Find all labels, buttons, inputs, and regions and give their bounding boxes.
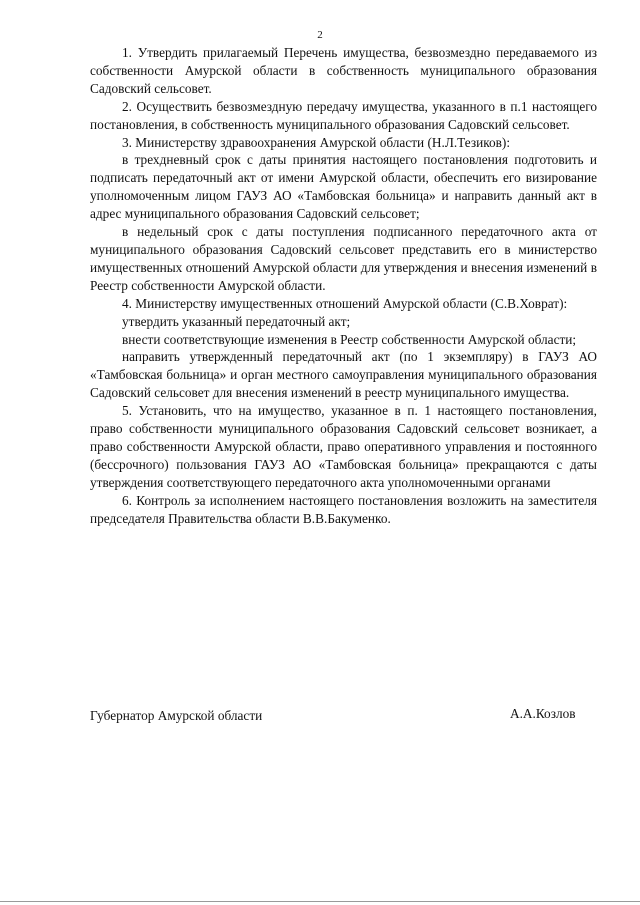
paragraph-4-item-3: направить утвержденный передаточный акт (по 1 экземпляру) в ГАУЗ АО «Тамбовская больница» и орган местного самоуправления муниципального образования Садовский сельсовет для внесения изменений в реестр муниципального имущества.: [90, 349, 597, 401]
paragraph-3: 3. Министерству здравоохранения Амурской области (Н.Л.Тезиков):: [122, 134, 511, 150]
signatory-name: А.А.Козлов: [510, 706, 576, 721]
paragraph-5: 5. Установить, что на имущество, указанное в п. 1 настоящего постановления, право собственности муниципального образования Садовский сельсовет возникает, а право собственности Амурской области, право оперативного управления и постоянного (бессрочного) пользования ГАУЗ АО «Тамбовская больница» прекращаются с даты утверждения соответствующего передаточного акта уполномоченными органами: [90, 403, 597, 490]
paragraph-3-item-2: в недельный срок с даты поступления подписанного передаточного акта от муниципального образования Садовский сельсовет представить его в министерство имущественных отношений Амурской области для утверждения и внесения изменений в Реестр собственности Амурской области.: [90, 224, 597, 293]
paragraph-4: 4. Министерству имущественных отношений Амурской области (С.В.Ховрат):: [122, 295, 568, 311]
page-number: 2: [317, 29, 323, 41]
paragraph-4-item-1: утвердить указанный передаточный акт;: [122, 313, 351, 329]
paragraph-4-item-2: внести соответствующие изменения в Реестр собственности Амурской области;: [122, 331, 577, 347]
scan-edge-divider: [0, 901, 640, 902]
paragraph-1: 1. Утвердить прилагаемый Перечень имущества, безвозмездно передаваемого из собственности Амурской области в собственность муниципального образования Садовский сельсовет.: [90, 45, 597, 96]
paragraph-6: 6. Контроль за исполнением настоящего постановления возложить на заместителя председателя Правительства области В.В.Бакуменко.: [90, 492, 597, 526]
paragraph-3-item-1: в трехдневный срок с даты принятия настоящего постановления подготовить и подписать передаточный акт от имени Амурской области, обеспечить его визирование уполномоченным лицом ГАУЗ АО «Тамбовская больница» и направить данный акт в адрес муниципального образования Садовский сельсовет;: [90, 152, 597, 222]
paragraph-2: 2. Осуществить безвозмездную передачу имущества, указанного в п.1 настоящего постановления, в собственность муниципального образования Садовский сельсовет.: [90, 98, 597, 132]
signatory-position: Губернатор Амурской области: [90, 708, 263, 723]
document-body: [90, 44, 597, 527]
